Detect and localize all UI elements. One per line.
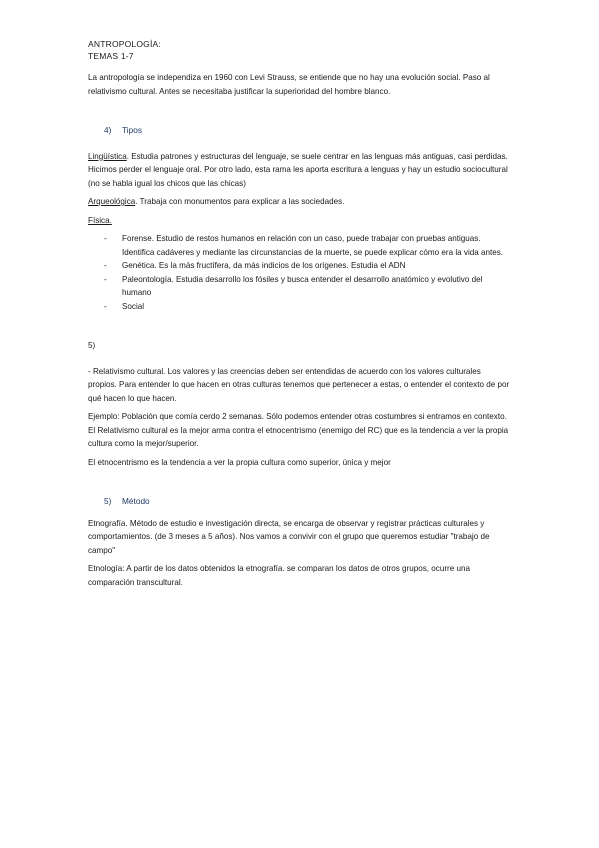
relativismo-paragraph: - Relativismo cultural. Los valores y las creencias deben ser entendidas de acuerdo con los valores culturales propios. Para entender lo que hacen en otras culturas tenemos que pertenecer a estas, o entender el contexto de por qué hacen lo que hacen. <box>88 366 510 403</box>
list-item-text: Forense. Estudio de restos humanos en relación con un caso, puede trabajar con pruebas antiguas. Identifica cadáveres y mediante las circunstancias de la muerte, se puede explicar cómo era la vida antes. <box>122 234 504 257</box>
ejemplo-paragraph: Ejemplo: Población que comía cerdo 2 semanas. Sólo podemos entender otras costumbres si entramos en contexto. El Relativismo cultural es la mejor arma contra el etnocentrismo (enemigo del RC) que es la tendencia a ver la propia cultura como la mejor/superior. <box>88 412 509 448</box>
list-item-text: Social <box>122 301 145 311</box>
etnografia-paragraph: Etnografía. Método de estudio e investigación directa, se encarga de observar y registrar prácticas culturales y comportamientos. (de 3 meses a 5 años). Nos vamos a convivir con el grupo que queremos estudiar "trabajo de campo" <box>88 518 490 555</box>
fisica-paragraph <box>88 214 511 228</box>
arqueologica-term: Arqueológica <box>88 197 136 206</box>
fisica-term: Física. <box>88 215 112 225</box>
section-5b-heading <box>104 495 511 509</box>
document-subtitle: TEMAS 1-7 <box>88 51 134 61</box>
fisica-list <box>88 232 511 313</box>
list-item <box>88 273 511 300</box>
list-dash: - <box>104 234 107 243</box>
section-4-number: 4) <box>104 125 112 135</box>
etnologia-paragraph: Etnología: A partir de los datos obtenidos la etnografía. se comparan los datos de otros grupos, ocurre una comparación transcultural. <box>88 564 470 587</box>
list-item-text: Paleontología. Estudia desarrollo los fósiles y busca entender el desarrollo anatómico y evolutivo del humano <box>122 274 483 297</box>
linguistica-paragraph <box>88 150 511 191</box>
document-title: ANTROPOLOGÍA: <box>88 39 161 49</box>
list-dash: - <box>104 274 107 284</box>
arqueologica-paragraph <box>88 195 511 209</box>
section-4-title: Tipos <box>122 125 142 135</box>
list-item-text: Genética. Es la más fructífera, da más indicios de los orígenes. Estudia el ADN <box>122 261 406 270</box>
list-dash: - <box>104 261 107 270</box>
linguistica-term: Lingüística <box>88 151 127 161</box>
linguistica-text: . Estudia patrones y estructuras del lenguaje, se suele centrar en las lenguas más antiguas, casi perdidas. Hicimos perder el lenguaje oral. Por otro lado, esta rama les aporta escritura a lenguas y hay un estudio sociocultural (no se habla igual los chicos que las chicas) <box>88 151 508 188</box>
section-5b-title: Método <box>122 496 150 506</box>
etnocentrismo-paragraph: El etnocentrismo es la tendencia a ver la propia cultura como superior, única y mejor <box>88 457 391 467</box>
intro-paragraph: La antropología se independiza en 1960 con Levi Strauss, se entiende que no hay una evolución social. Paso al relativismo cultural. Antes se necesitaba justificar la superioridad del hombre blanco. <box>88 73 490 96</box>
section-5b-number: 5) <box>104 496 112 506</box>
list-item <box>88 232 511 259</box>
arqueologica-text: . Trabaja con monumentos para explicar a las sociedades. <box>135 197 345 206</box>
list-item <box>88 300 511 314</box>
section-5a-number: 5) <box>88 341 96 350</box>
section-4-heading <box>104 124 511 138</box>
list-dash: - <box>104 301 107 311</box>
list-item <box>88 259 511 273</box>
